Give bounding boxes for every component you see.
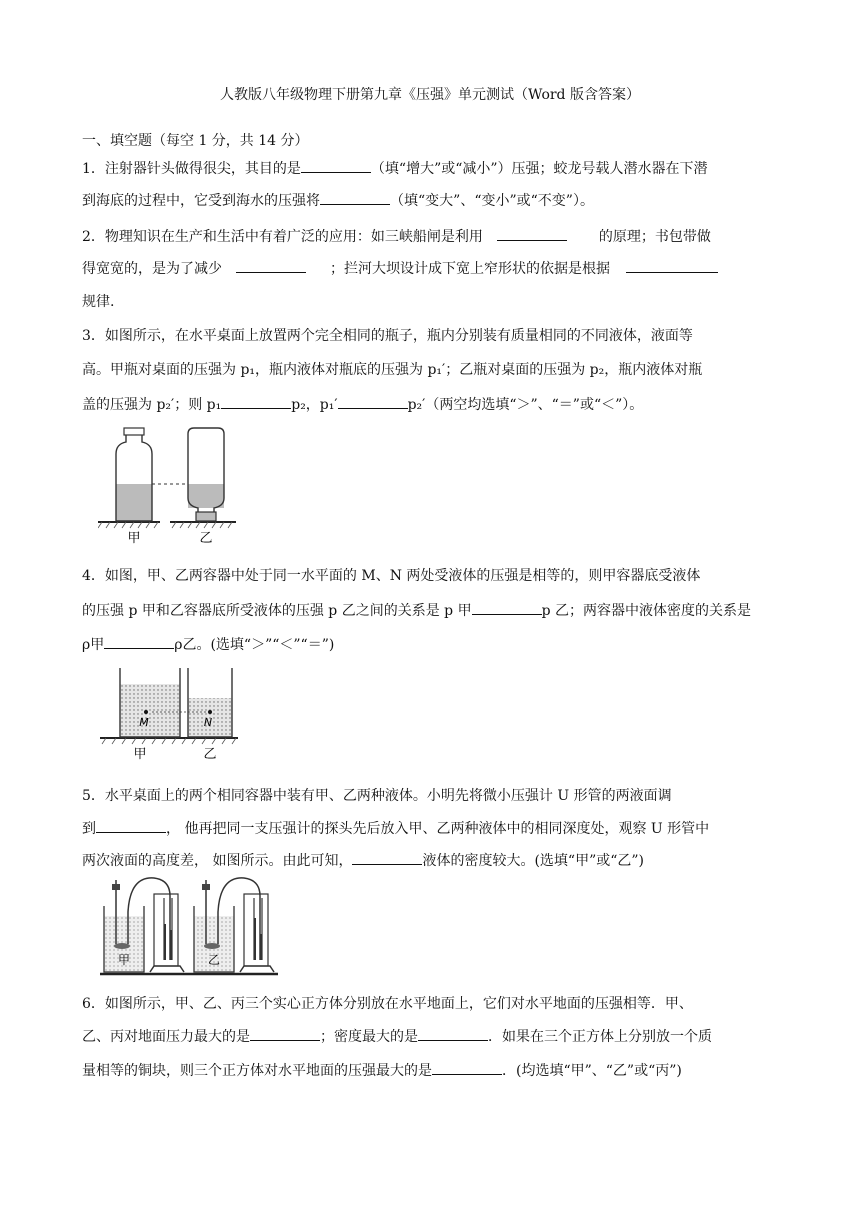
q1-text: 到海底的过程中，它受到海水的压强将 — [82, 193, 320, 209]
point-n-label: N — [203, 716, 213, 729]
q2-text: 得宽宽的，是为了减少 — [82, 261, 222, 277]
answer-blank[interactable] — [418, 1026, 488, 1041]
answer-blank[interactable] — [96, 818, 166, 833]
q3-text: 盖的压强为 p₂′；则 p₁ — [82, 397, 222, 413]
q4-text: 的压强 p 甲和乙容器底所受液体的压强 p 乙之间的关系是 p 甲 — [82, 603, 472, 619]
bottles-figure — [98, 424, 248, 548]
answer-blank[interactable] — [250, 1026, 320, 1041]
bottle-left-label: 甲 — [127, 531, 141, 546]
q1-text: （填“增大”或“减小”）压强；蛟龙号载人潜水器在下潜 — [370, 161, 708, 177]
q5-text: 两次液面的高度差， 如图所示。由此可知， — [82, 853, 353, 869]
q6-line-1: 6．如图所示，甲、乙、丙三个实心正方体分别放在水平地面上，它们对水平地面的压强相等．甲、 — [82, 996, 693, 1012]
document-title: 人教版八年级物理下册第九章《压强》单元测试（Word 版含答案） — [220, 87, 640, 103]
answer-blank[interactable] — [432, 1060, 502, 1075]
point-n — [208, 710, 212, 714]
gauge-left-label: 甲 — [117, 953, 131, 967]
q2-text: 的原理；书包带做 — [598, 229, 711, 245]
q3-text: p₂′（两空均选填“＞”、“＝”或“＜”）。 — [407, 397, 644, 413]
q6-line-3 — [82, 1060, 682, 1081]
answer-blank[interactable] — [221, 394, 291, 409]
q3-text: p₂，p₁′ — [291, 397, 338, 413]
q1-line-2 — [82, 190, 594, 211]
point-m — [144, 710, 148, 714]
q5-text: 液体的密度较大。(选填“甲”或“乙”) — [422, 853, 645, 869]
answer-blank[interactable] — [320, 190, 390, 205]
q1-line-1 — [82, 158, 708, 179]
q5-line-3 — [82, 850, 644, 871]
answer-blank[interactable] — [352, 850, 422, 865]
containers-figure — [100, 664, 240, 760]
q6-text: 量相等的铜块，则三个正方体对水平地面的压强最大的是 — [82, 1063, 432, 1079]
answer-blank[interactable] — [626, 258, 718, 273]
q4-line-3 — [82, 634, 334, 655]
q6-line-2 — [82, 1026, 712, 1047]
q2-line-3: 规律. — [82, 294, 115, 310]
q6-text: ．如果在三个正方体上分别放一个质 — [488, 1029, 712, 1045]
answer-blank[interactable] — [497, 226, 567, 241]
q2-text: ；拦河大坝设计成下宽上窄形状的依据是根据 — [330, 261, 610, 277]
q4-line-1: 4．如图，甲、乙两容器中处于同一水平面的 M、N 两处受液体的压强是相等的，则甲容器底受液体 — [82, 568, 701, 584]
q4-text: p 乙；两容器中液体密度的关系是 — [541, 603, 752, 619]
q5-text: 到 — [82, 821, 96, 837]
section-heading: 一、填空题（每空 1 分，共 14 分） — [82, 133, 309, 149]
q5-text: ， 他再把同一支压强计的探头先后放入甲、乙两种液体中的相同深度处，观察 U 形管中 — [166, 821, 710, 837]
q2-line-2 — [82, 258, 718, 279]
q4-text: ρ乙。(选填“＞”“＜”“＝”) — [174, 637, 335, 653]
answer-blank[interactable] — [104, 634, 174, 649]
q2-text: 2．物理知识在生产和生活中有着广泛的应用：如三峡船闸是利用 — [82, 229, 483, 245]
q3-line-3 — [82, 394, 643, 415]
q5-line-1: 5．水平桌面上的两个相同容器中装有甲、乙两种液体。小明先将微小压强计 U 形管的两液面调 — [82, 788, 672, 804]
q4-text: ρ甲 — [82, 637, 105, 653]
answer-blank[interactable] — [472, 600, 542, 615]
answer-blank[interactable] — [338, 394, 408, 409]
bottle-right-label: 乙 — [199, 531, 213, 546]
q1-text: （填“变大”、“变小”或“不变”）。 — [390, 193, 594, 209]
q3-line-2: 高。甲瓶对桌面的压强为 p₁，瓶内液体对瓶底的压强为 p₁′；乙瓶对桌面的压强为 p₂，瓶内液体对瓶 — [82, 362, 703, 378]
answer-blank[interactable] — [301, 158, 371, 173]
q2-line-1 — [82, 226, 711, 247]
q6-text: ；密度最大的是 — [320, 1029, 418, 1045]
answer-blank[interactable] — [236, 258, 306, 273]
point-m-label: M — [139, 716, 149, 729]
q4-line-2 — [82, 600, 751, 621]
q6-text: ．(均选填“甲”、“乙”或“丙”) — [502, 1063, 682, 1079]
q6-text: 乙、丙对地面压力最大的是 — [82, 1029, 250, 1045]
container-left-label: 甲 — [133, 747, 147, 760]
q5-line-2 — [82, 818, 709, 839]
pressure-gauge-figure — [100, 872, 280, 978]
q1-text: 1．注射器针头做得很尖，其目的是 — [82, 161, 301, 177]
q3-line-1: 3．如图所示，在水平桌面上放置两个完全相同的瓶子，瓶内分别装有质量相同的不同液体，液面等 — [82, 328, 693, 344]
container-right-label: 乙 — [203, 747, 217, 760]
gauge-right-label: 乙 — [207, 953, 221, 967]
